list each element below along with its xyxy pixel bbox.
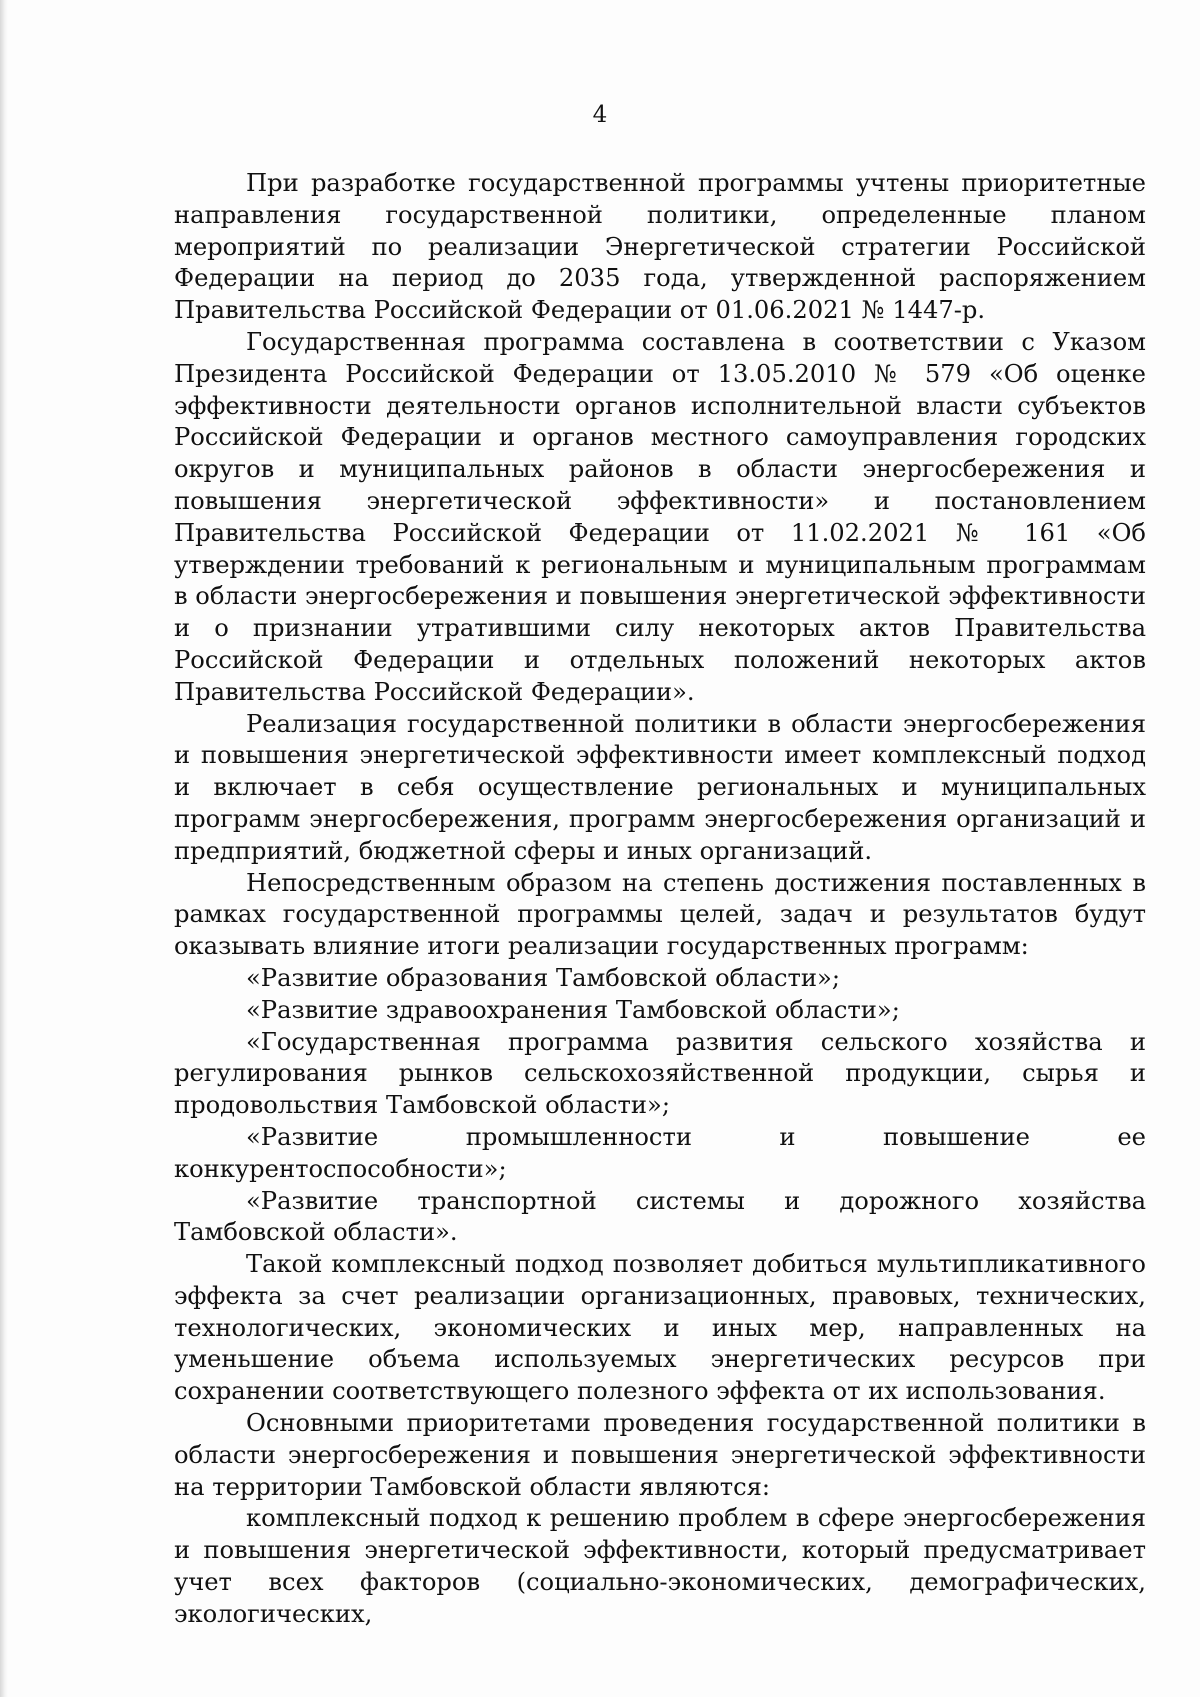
document-body bbox=[174, 168, 1146, 1631]
list-item-industry: «Развитие промышленности и повышение ее конкурентоспособности»; bbox=[174, 1122, 1146, 1183]
paragraph-policy-implementation: Реализация государственной политики в области энергосбережения и повышения энергетической эффективности имеет комплексный подход и включает в себя осуществление региональных и муниципальных программ энергосбережения, программ энергосбережения организаций и предприятий, бюджетной сферы и иных организаций. bbox=[174, 709, 1146, 865]
paragraph-legal-basis: Государственная программа составлена в соответствии с Указом Президента Российской Федерации от 13.05.2010 № 579 «Об оценке эффективности деятельности органов исполнительной власти субъектов Российской Федерации и органов местного самоуправления городских округов и муниципальных районов в области энергосбережения и повышения энергетической эффективности» и постановлением Правительства Российской Федерации от 11.02.2021 № 161 «Об утверждении требований к региональным и муниципальным программам в области энергосбережения и повышения энергетической эффективности и о признании утратившими силу некоторых актов Правительства Российской Федерации и отдельных положений некоторых актов Правительства Российской Федерации». bbox=[174, 327, 1146, 706]
list-item-transport: «Развитие транспортной системы и дорожного хозяйства Тамбовской области». bbox=[174, 1186, 1146, 1247]
paragraph-influencing-programs: Непосредственным образом на степень достижения поставленных в рамках государственной программы целей, задач и результатов будут оказывать влияние итоги реализации государственных программ: bbox=[174, 868, 1146, 961]
paragraph-multiplicative-effect: Такой комплексный подход позволяет добиться мультипликативного эффекта за счет реализации организационных, правовых, технических, технологических, экономических и иных мер, направленных на уменьшение объема используемых энергетических ресурсов при сохранении соответствующего полезного эффекта от их использования. bbox=[174, 1250, 1146, 1406]
paragraph-priority-comprehensive-approach: комплексный подход к решению проблем в сфере энергосбережения и повышения энергетической эффективности, который предусматривает учет всех факторов (социально-экономических, демографических, экологических, bbox=[174, 1504, 1146, 1628]
scan-edge-shadow bbox=[0, 0, 8, 1697]
list-item-education: «Развитие образования Тамбовской области»; bbox=[246, 963, 840, 992]
paragraph-program-development: При разработке государственной программы учтены приоритетные направления государственной политики, определенные планом мероприятий по реализации Энергетической стратегии Российской Федерации на период до 2035 года, утвержденной распоряжением Правительства Российской Федерации от 01.06.2021 № 1447-р. bbox=[174, 169, 1146, 325]
list-item-agriculture: «Государственная программа развития сельского хозяйства и регулирования рынков сельскохозяйственной продукции, сырья и продовольствия Тамбовской области»; bbox=[174, 1027, 1146, 1120]
list-item-healthcare: «Развитие здравоохранения Тамбовской области»; bbox=[246, 995, 900, 1024]
paragraph-priorities-intro: Основными приоритетами проведения государственной политики в области энергосбережения и повышения энергетической эффективности на территории Тамбовской области являются: bbox=[174, 1409, 1146, 1501]
page-number: 4 bbox=[592, 102, 608, 128]
